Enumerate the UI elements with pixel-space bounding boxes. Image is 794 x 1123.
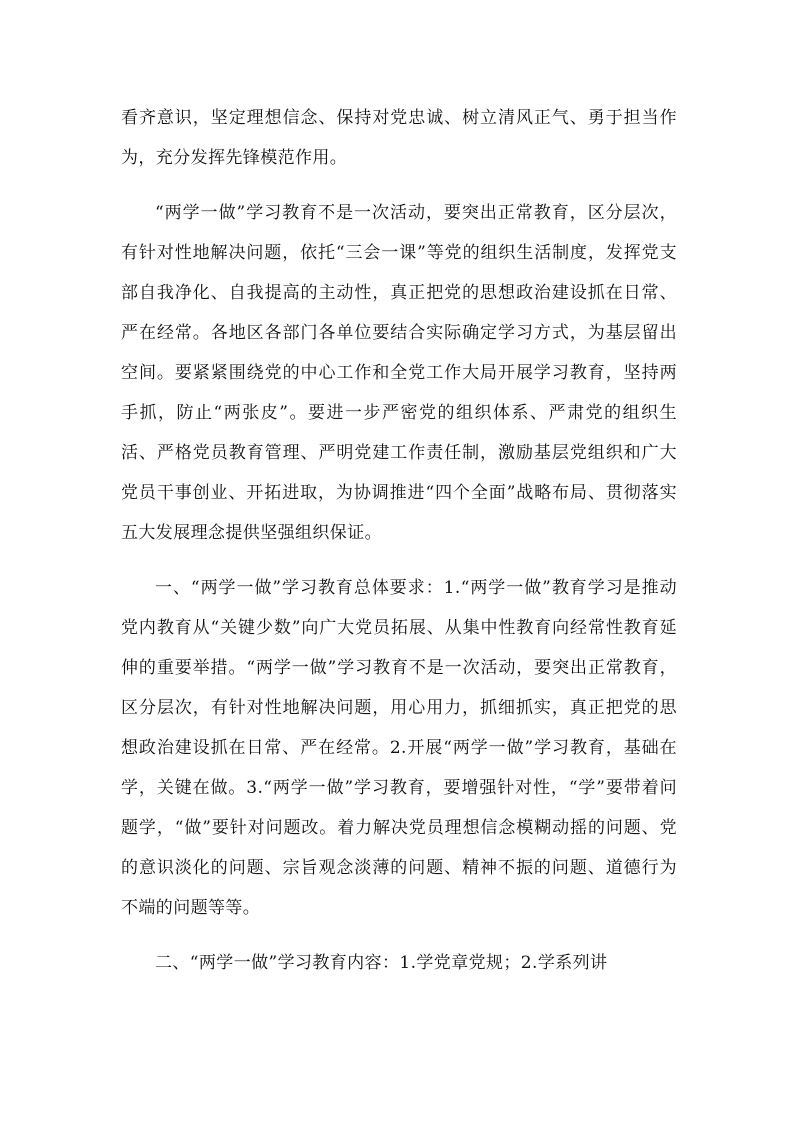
paragraph-4: 二、“两学一做”学习教育内容：1.学党章党规；2.学系列讲 bbox=[155, 953, 608, 973]
paragraph-1: 看齐意识，坚定理想信念、保持对党忠诚、树立清风正气、勇于担当作为，充分发挥先锋模范作用。 bbox=[121, 108, 677, 168]
paragraph-2: “两学一做”学习教育不是一次活动，要突出正常教育，区分层次，有针对性地解决问题，依托“三会一课”等党的组织生活制度，发挥党支部自我净化、自我提高的主动性，真正把党的思想政治建设抓在日常、严在经常。各地区各部门各单位要结合实际确定学习方式，为基层留出空间。要紧紧围绕党的中心工作和全党工作大局开展学习教育，坚持两手抓，防止“两张皮”。要进一步严密党的组织体系、严肃党的组织生活、严格党员教育管理、严明党建工作责任制，激励基层党组织和广大党员干事创业、开拓进取，为协调推进“四个全面”战略布局、贯彻落实五大发展理念提供坚强组织保证。 bbox=[121, 203, 677, 543]
paragraph-3: 一、“两学一做”学习教育总体要求：1.“两学一做”教育学习是推动党内教育从“关键少数”向广大党员拓展、从集中性教育向经常性教育延伸的重要举措。“两学一做”学习教育不是一次活动，要突出正常教育，区分层次，有针对性地解决问题，用心用力，抓细抓实，真正把党的思想政治建设抓在日常、严在经常。2.开展“两学一做”学习教育，基础在学，关键在做。3.“两学一做”学习教育，要增强针对性，“学”要带着问题学，“做”要针对问题改。着力解决党员理想信念模糊动摇的问题、党的意识淡化的问题、宗旨观念淡薄的问题、精神不振的问题、道德行为不端的问题等等。 bbox=[121, 578, 677, 918]
document-body bbox=[121, 98, 677, 983]
